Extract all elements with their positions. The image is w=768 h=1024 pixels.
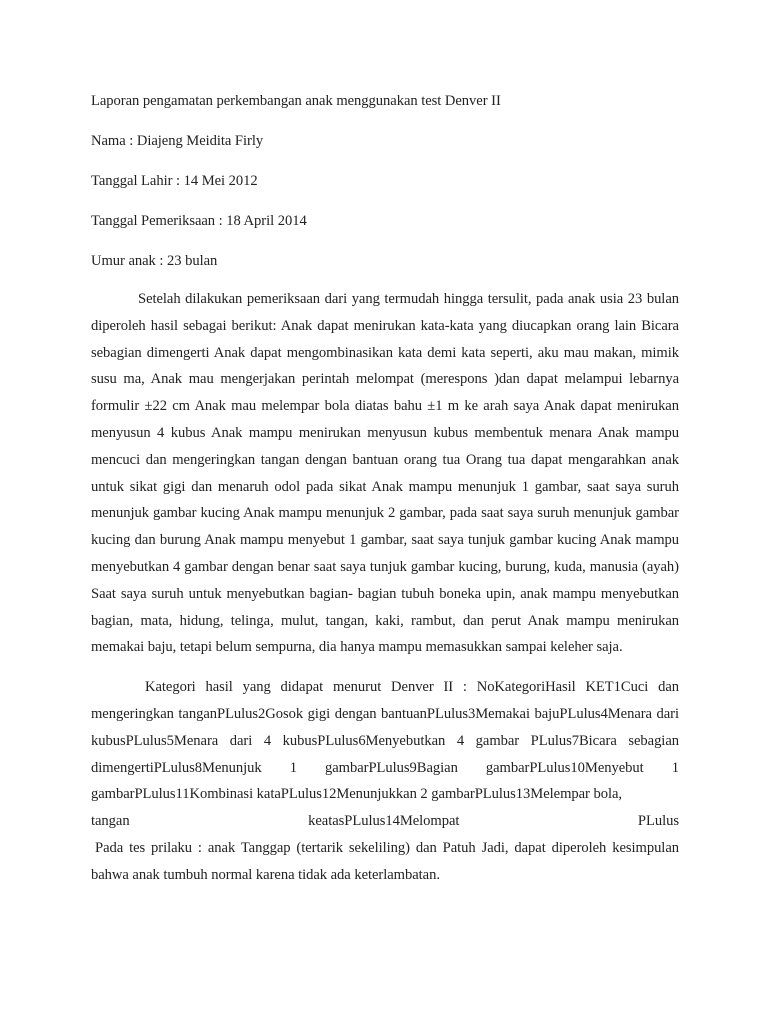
- category-results-paragraph: Kategori hasil yang didapat menurut Denver II : NoKategoriHasil KET1Cuci dan mengeringkan tanganPLulus2Gosok gigi dengan bantuanPLulus3Memakai bajuPLulus4Menara dari kubusPLulus5Menara dari 4 kubusPLulus6Menyebutkan 4 gambar PLulus7Bicara sebagian dimengertiPLulus8Menunjuk 1 gambarPLulus9Bagian gambarPLulus10Menyebut 1 gambarPLulus11Kombinasi kataPLulus12Menunjukkan 2 gambarPLulus13Melempar bola,: [91, 679, 679, 803]
- child-age: Umur anak : 23 bulan: [91, 253, 218, 269]
- category-results-tail: tangan keatasPLulus14Melompat PLulus: [91, 813, 679, 830]
- observation-paragraph: Setelah dilakukan pemeriksaan dari yang termudah hingga tersulit, pada anak usia 23 bulan diperoleh hasil sebagai berikut: Anak dapat menirukan kata-kata yang diucapkan orang lain Bicara sebagian dimengerti Anak dapat mengombinasikan kata demi kata seperti, aku mau makan, mimik susu ma, Anak mau mengerjakan perintah melompat (merespons )dan dapat melampui lebarnya formulir ±22 cm Anak mau melempar bola diatas bahu ±1 m ke arah saya Anak dapat menirukan menyusun 4 kubus Anak mampu menirukan menyusun kubus membentuk menara Anak mampu mencuci dan mengeringkan tangan dengan bantuan orang tua Orang tua dapat mengarahkan anak untuk sikat gigi dan menaruh odol pada sikat Anak mampu menunjuk 1 gambar, saat saya suruh menunjuk gambar kucing Anak mampu menunjuk 2 gambar, pada saat saya suruh menunjuk gambar kucing dan burung Anak mampu menyebut 1 gambar, saat saya tunjuk gambar kucing Anak mampu menyebutkan 4 gambar dengan benar saat saya tunjuk gambar kucing, burung, kuda, manusia (ayah) Saat saya suruh untuk menyebutkan bagian- bagian tubuh boneka upin, anak mampu menyebutkan bagian, mata, hidung, telinga, mulut, tangan, kaki, rambut, dan perut Anak mampu menirukan memakai baju, tetapi belum sempurna, dia hanya mampu memasukkan sampai keleher saja.: [91, 291, 679, 656]
- conclusion-paragraph: Pada tes prilaku : anak Tanggap (tertarik sekeliling) dan Patuh Jadi, dapat diperoleh kesimpulan bahwa anak tumbuh normal karena tidak ada keterlambatan.: [91, 839, 679, 883]
- document-title: Laporan pengamatan perkembangan anak menggunakan test Denver II: [91, 93, 501, 109]
- birth-date: Tanggal Lahir : 14 Mei 2012: [91, 173, 258, 189]
- examination-date: Tanggal Pemeriksaan : 18 April 2014: [91, 213, 307, 229]
- child-name: Nama : Diajeng Meidita Firly: [91, 133, 264, 149]
- document-page: [91, 91, 679, 889]
